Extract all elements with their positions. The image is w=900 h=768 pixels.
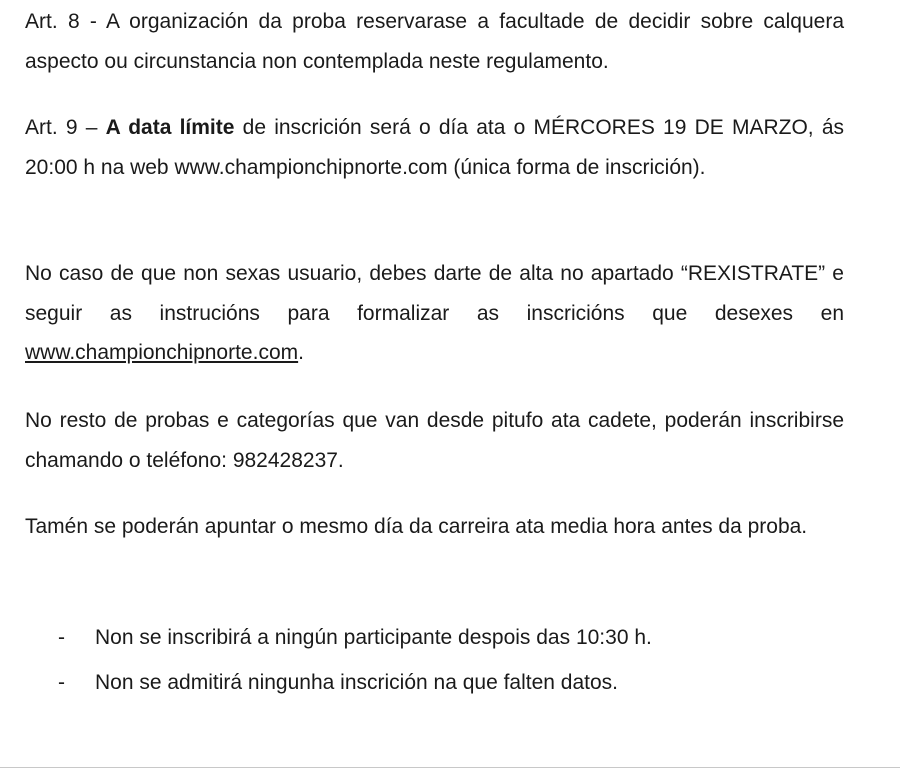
other-races-text: No resto de probas e categorías que van desde pitufo ata cadete, poderán inscribirse chamando o teléfono: 982428237. (25, 409, 844, 472)
same-day-paragraph (25, 507, 844, 547)
championchip-link[interactable]: www.championchipnorte.com (25, 341, 299, 364)
bullet-dash: - (58, 626, 65, 649)
bullet-text: Non se inscribirá a ningún participante despois das 10:30 h. (95, 626, 652, 649)
article-8-text: Art. 8 - A organización da proba reservarase a facultade de decidir sobre calquera aspecto ou circunstancia non contemplada neste regulamento. (25, 10, 844, 73)
same-day-text: Tamén se poderán apuntar o mesmo día da carreira ata media hora antes da proba. (25, 515, 808, 538)
bullet-dash: - (58, 671, 65, 694)
bullet-text: Non se admitirá ningunha inscrición na que falten datos. (95, 671, 618, 694)
registration-text: No caso de que non sexas usuario, debes darte de alta no apartado “REXISTRATE” e seguir as instrucións para formalizar as inscricións que desexes en (25, 262, 844, 325)
other-races-paragraph (25, 401, 844, 480)
article-8-paragraph (25, 2, 844, 81)
registration-end: . (298, 341, 304, 364)
registration-paragraph (25, 254, 844, 373)
article-9-paragraph (25, 108, 844, 187)
deadline-heading: A data límite (105, 116, 235, 139)
article-9-prefix: Art. 9 – (25, 116, 106, 139)
article-9-text: de inscrición será o día ata o MÉRCORES 19 DE MARZO, ás 20:00 h na web www.championchipnorte.com (única forma de inscrición). (25, 116, 844, 179)
